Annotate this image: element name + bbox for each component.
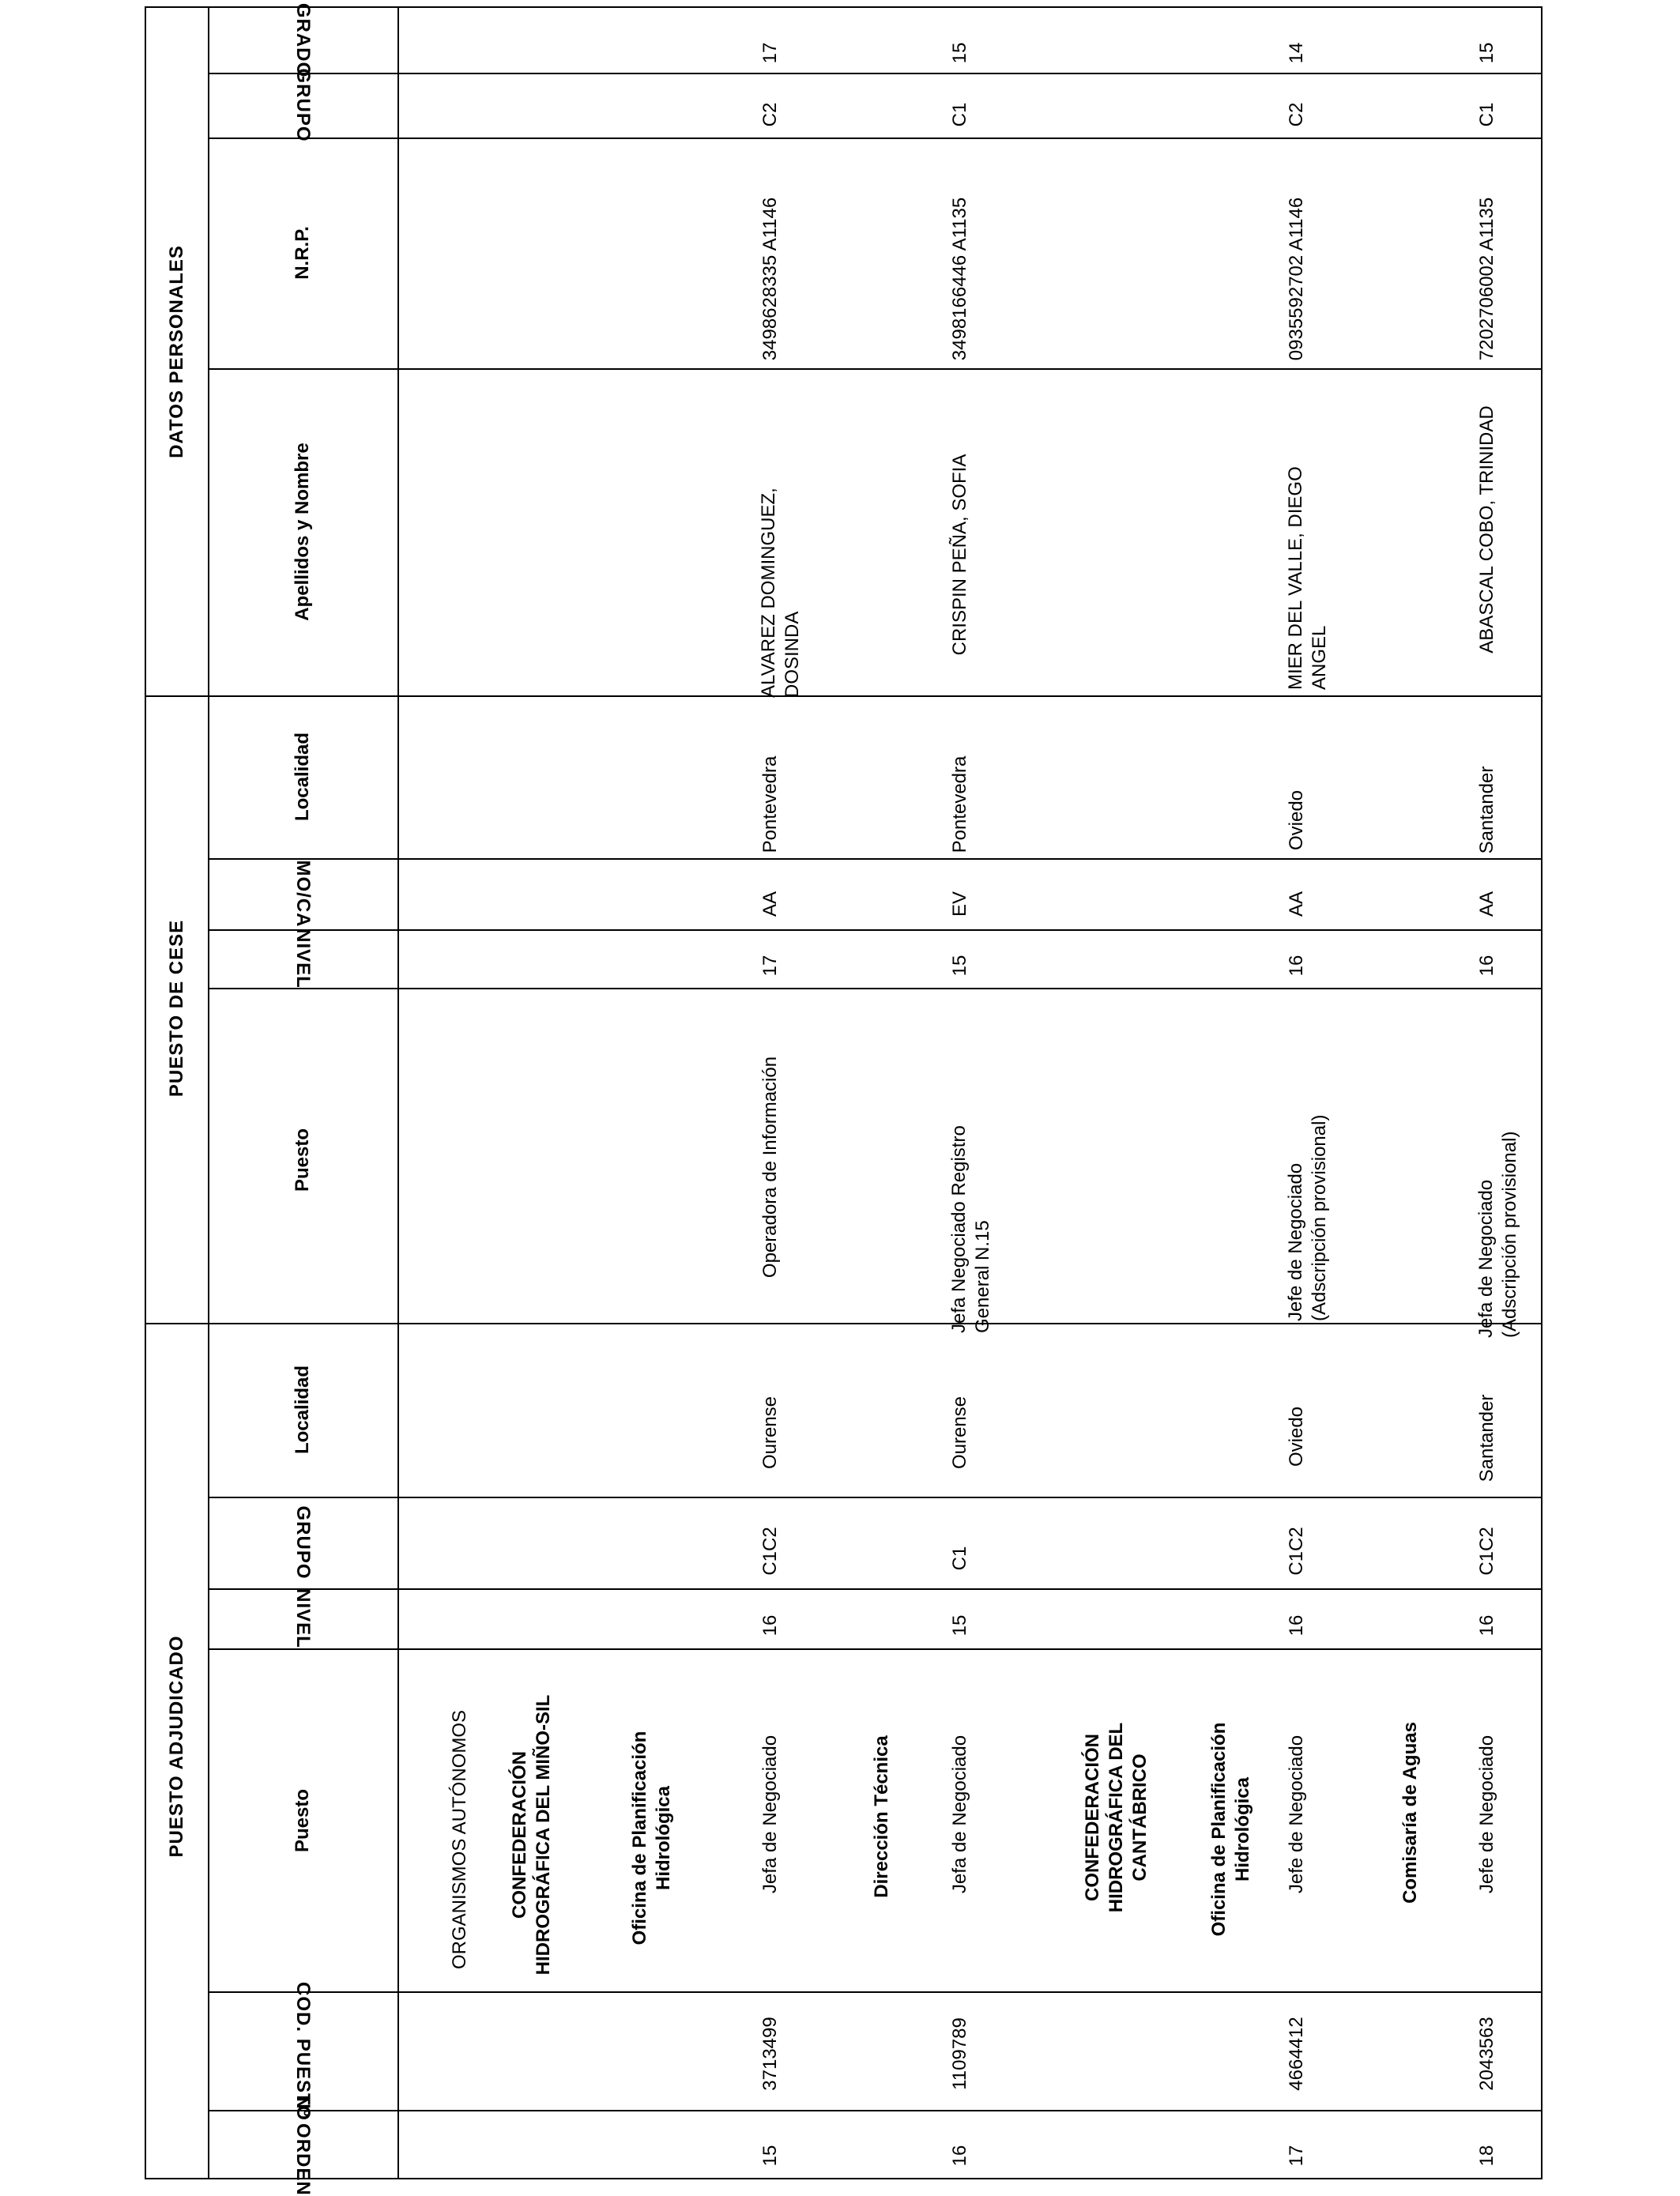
cell-adj-grupo: C1C2 [759, 1527, 781, 1576]
cell-apellidos: MIER DEL VALLE, DIEGO ANGEL [1285, 466, 1330, 690]
cell-cese-nivel: 17 [759, 955, 781, 977]
cell-grado: 14 [1286, 42, 1307, 64]
cell-nrp: 3498628335 A1146 [759, 197, 781, 361]
divider [208, 1991, 1541, 1993]
cell-adj-localidad: Ourense [759, 1396, 781, 1470]
section-ofpl1: Oficina de Planificación Hidrológica [629, 1731, 674, 1946]
cell-nrp: 7202706002 A1135 [1476, 197, 1497, 361]
divider [208, 1648, 1541, 1650]
cell-adj-localidad: Ourense [949, 1396, 970, 1470]
cell-adj-puesto: Jefe de Negociado [1476, 1735, 1497, 1894]
cell-orden: 17 [1286, 2145, 1307, 2167]
divider [208, 2110, 1541, 2111]
cell-cese-localidad: Pontevedra [759, 755, 781, 853]
cell-cod: 1109789 [949, 2017, 970, 2090]
cell-adj-localidad: Santander [1476, 1394, 1497, 1482]
cell-adj-puesto: Jefa de Negociado [949, 1735, 970, 1894]
cell-orden: 18 [1476, 2145, 1497, 2167]
group-datos-personales: DATOS PERSONALES [166, 245, 187, 458]
cell-nrp: 3498166446 A1135 [949, 197, 970, 361]
section-chms: CONFEDERACIÓN HIDROGRÁFICA DEL MIÑO-SIL [509, 1694, 554, 1976]
cell-adj-nivel: 16 [1476, 1614, 1497, 1637]
cell-adj-localidad: Oviedo [1286, 1406, 1307, 1467]
header-cese-localidad: Localidad [292, 732, 313, 822]
header-cese-nivel: NIVEL [292, 928, 314, 989]
cell-grupo: C2 [1286, 102, 1307, 127]
header-apellidos: Apellidos y Nombre [292, 443, 313, 621]
group-puesto-de-cese: PUESTO DE CESE [166, 919, 187, 1098]
cell-apellidos: ABASCAL COBO, TRINIDAD [1476, 405, 1497, 654]
divider [208, 1588, 1541, 1590]
group-puesto-adjudicado: PUESTO ADJUDICADO [166, 1635, 187, 1858]
cell-cese-moca: AA [759, 891, 781, 917]
divider [208, 73, 1541, 74]
cell-cese-localidad: Santander [1476, 766, 1497, 854]
divider [208, 8, 209, 2178]
cell-cese-nivel: 16 [1286, 955, 1307, 977]
header-cese-puesto: Puesto [292, 1128, 313, 1192]
header-grado: GRADO [292, 2, 314, 78]
cell-cese-puesto: Jefa de Negociado (Adscripción provisional) [1475, 1131, 1520, 1338]
cell-cese-puesto: Jefe de Negociado (Adscripción provisional) [1285, 1114, 1330, 1321]
cell-adj-grupo: C1 [949, 1546, 970, 1571]
divider [208, 988, 1541, 989]
divider [208, 137, 1541, 139]
cell-adj-nivel: 16 [759, 1614, 781, 1637]
cell-adj-nivel: 15 [949, 1614, 970, 1637]
divider [208, 929, 1541, 931]
cell-grupo: C1 [1476, 102, 1497, 127]
header-adj-puesto: Puesto [292, 1788, 313, 1853]
cell-grupo: C2 [759, 102, 781, 127]
cell-cese-localidad: Pontevedra [949, 755, 970, 853]
cell-adj-puesto: Jefa de Negociado [759, 1735, 781, 1894]
divider [146, 695, 1541, 697]
rotated-table [145, 2, 1543, 2196]
header-adj-grupo: GRUPO [292, 1505, 314, 1580]
cell-orden: 16 [949, 2145, 970, 2167]
header-nrp: N.R.P. [292, 226, 313, 280]
cell-cese-puesto: Operadora de Información [759, 1056, 781, 1279]
cell-grupo: C1 [949, 102, 970, 127]
cell-cod: 3713499 [759, 2017, 781, 2091]
divider [208, 858, 1541, 860]
cell-apellidos: ALVAREZ DOMINGUEZ, DOSINDA [758, 488, 803, 698]
header-cod-puesto: COD. PUESTO [292, 1982, 314, 2121]
section-chc: CONFEDERACIÓN HIDROGRÁFICA DEL CANTÁBRICO [1082, 1722, 1151, 1913]
header-grupo: GRUPO [292, 68, 314, 142]
cell-grado: 15 [1476, 42, 1497, 64]
header-orden: Nº ORDEN [292, 2095, 314, 2196]
cell-cese-nivel: 15 [949, 955, 970, 977]
section-organismos: ORGANISMOS AUTÓNOMOS [449, 1709, 470, 1970]
cell-cese-moca: AA [1476, 891, 1497, 917]
cell-adj-nivel: 16 [1286, 1614, 1307, 1637]
divider [208, 1497, 1541, 1498]
cell-adj-grupo: C1C2 [1286, 1527, 1307, 1576]
header-cese-moca: MO/CA [292, 860, 314, 928]
header-adj-nivel: NIVEL [292, 1588, 314, 1648]
cell-cod: 2043563 [1476, 2017, 1497, 2091]
cell-cod: 4664412 [1286, 2017, 1307, 2091]
cell-cese-nivel: 16 [1476, 955, 1497, 977]
cell-cese-localidad: Oviedo [1286, 789, 1307, 851]
section-comisaria: Comisaría de Aguas [1399, 1722, 1421, 1904]
cell-cese-puesto: Jefa Negociado Registro General N.15 [948, 1125, 993, 1333]
cell-grado: 15 [949, 42, 970, 64]
cell-apellidos: CRISPIN PEÑA, SOFIA [949, 454, 970, 656]
cell-nrp: 0935592702 A1146 [1286, 197, 1307, 361]
cell-grado: 17 [759, 42, 781, 64]
divider [208, 368, 1541, 370]
section-dirtec: Dirección Técnica [871, 1735, 892, 1898]
header-adj-localidad: Localidad [292, 1365, 313, 1455]
cell-cese-moca: AA [1286, 891, 1307, 917]
divider [146, 1323, 1541, 1324]
cell-cese-moca: EV [949, 891, 970, 917]
cell-orden: 15 [759, 2145, 781, 2167]
cell-adj-grupo: C1C2 [1476, 1527, 1497, 1576]
cell-adj-puesto: Jefe de Negociado [1286, 1735, 1307, 1894]
section-ofpl2: Oficina de Planificación Hidrológica [1208, 1722, 1253, 1937]
divider [397, 8, 399, 2178]
